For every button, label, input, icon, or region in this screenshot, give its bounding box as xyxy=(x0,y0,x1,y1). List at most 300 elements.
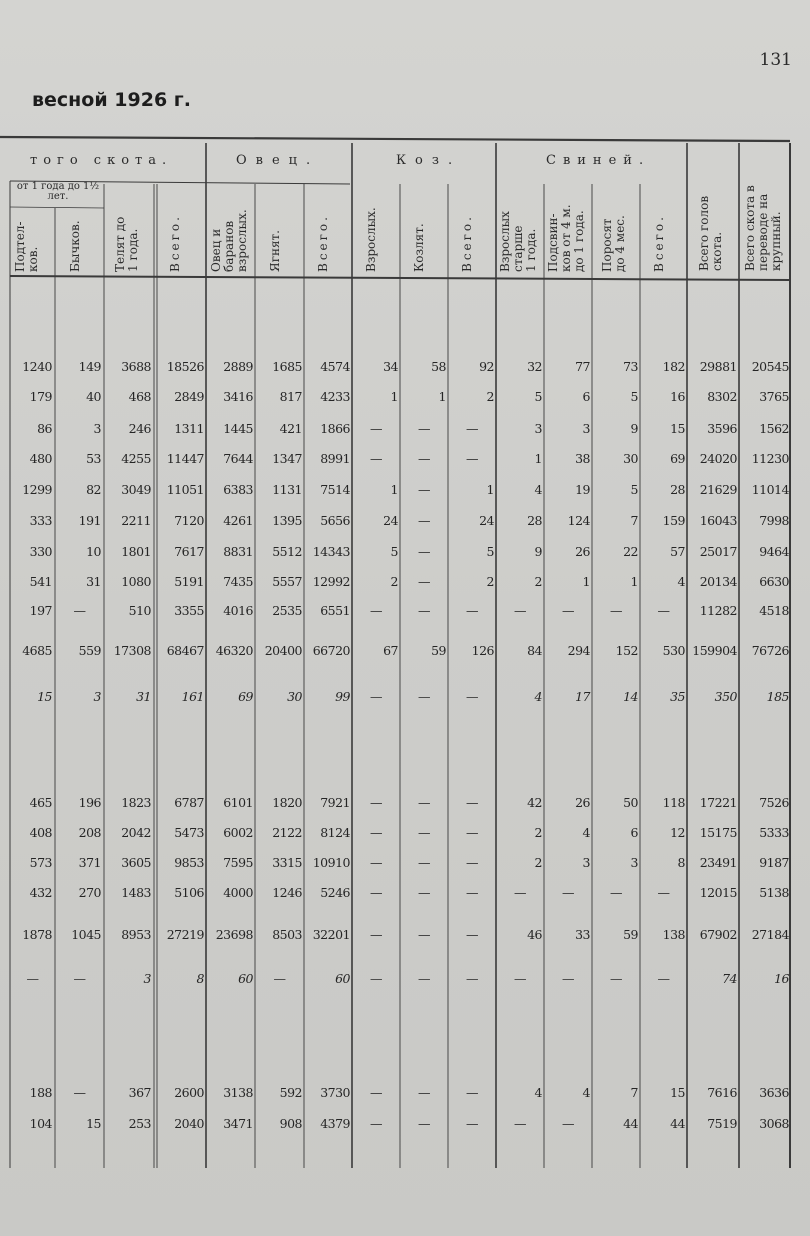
table-cell-telyata: 510 xyxy=(128,603,151,618)
table-cell-pigs_young: 33 xyxy=(575,927,590,942)
table-cell-pigs_young: 26 xyxy=(575,795,590,810)
table-cell-cattle_total: 5106 xyxy=(174,885,204,900)
table-cell-pigs_adult: 4 xyxy=(534,482,542,497)
table-cell-goats_total: 24 xyxy=(479,513,494,528)
column-header-podtelki: Подтел- ков. xyxy=(12,221,40,272)
table-cell-sheep_total: 8124 xyxy=(320,825,350,840)
table-cell-cattle_total: 2849 xyxy=(174,389,204,404)
table-cell-sheep_adult: 69 xyxy=(238,689,253,704)
table-cell-pigs_total: 159 xyxy=(662,513,685,528)
table-cell-sheep_total: 7514 xyxy=(320,482,350,497)
table-cell-lambs: 8503 xyxy=(272,927,302,942)
table-cell-converted: 4518 xyxy=(759,603,789,618)
table-cell-bychki: 371 xyxy=(78,855,101,870)
table-cell-kids: — xyxy=(418,603,430,618)
header-group-pigs: Свиней. xyxy=(546,153,651,168)
column-header-sheep_adult: Овец и баранов взрослых. xyxy=(208,209,249,272)
table-cell-piglets: 50 xyxy=(623,795,638,810)
table-cell-pigs_young: 26 xyxy=(575,544,590,559)
table-cell-kids: — xyxy=(418,927,430,942)
table-cell-kids: — xyxy=(418,544,430,559)
table-cell-lambs: 1820 xyxy=(272,795,302,810)
table-cell-pigs_total: 44 xyxy=(670,1116,685,1131)
table-cell-goats_adult: — xyxy=(370,451,382,466)
table-cell-telyata: 253 xyxy=(128,1116,151,1131)
table-cell-cattle_total: 2040 xyxy=(174,1116,204,1131)
header-group-sheep: Овец. xyxy=(236,153,320,168)
table-cell-sheep_adult: 3416 xyxy=(223,389,253,404)
table-cell-piglets: 6 xyxy=(630,825,638,840)
table-cell-telyata: 1483 xyxy=(121,885,151,900)
table-cell-goats_adult: 24 xyxy=(383,513,398,528)
table-cell-piglets: 30 xyxy=(623,451,638,466)
table-cell-goats_adult: — xyxy=(370,1116,382,1131)
table-cell-total_head: 25017 xyxy=(699,544,737,559)
table-cell-podtelki: — xyxy=(26,971,39,986)
table-cell-total_head: 74 xyxy=(722,971,737,986)
table-cell-bychki: — xyxy=(73,603,86,618)
table-cell-goats_total: 92 xyxy=(479,359,494,374)
table-cell-lambs: 5512 xyxy=(272,544,302,559)
table-cell-goats_adult: — xyxy=(370,971,382,986)
table-cell-kids: — xyxy=(418,795,430,810)
column-header-bychki: Бычков. xyxy=(67,220,82,272)
table-cell-bychki: 3 xyxy=(93,689,101,704)
table-cell-converted: 20545 xyxy=(751,359,789,374)
table-cell-pigs_young: 77 xyxy=(575,359,590,374)
table-cell-pigs_adult: 9 xyxy=(534,544,542,559)
column-header-telyata: Телят до 1 года. xyxy=(113,216,140,272)
table-cell-sheep_total: 66720 xyxy=(312,643,350,658)
table-cell-total_head: 7616 xyxy=(707,1085,737,1100)
table-cell-podtelki: 104 xyxy=(29,1116,52,1131)
table-cell-podtelki: 197 xyxy=(29,603,52,618)
table-cell-goats_total: — xyxy=(466,603,478,618)
table-cell-goats_adult: 5 xyxy=(390,544,398,559)
table-cell-pigs_total: 16 xyxy=(670,389,685,404)
table-cell-piglets: 22 xyxy=(623,544,638,559)
table-cell-goats_total: 1 xyxy=(486,482,494,497)
table-cell-pigs_adult: — xyxy=(514,1116,526,1131)
table-cell-piglets: 9 xyxy=(630,421,638,436)
table-cell-sheep_adult: 46320 xyxy=(215,643,253,658)
table-cell-converted: 11230 xyxy=(751,451,789,466)
table-cell-converted: 3068 xyxy=(759,1116,789,1131)
table-cell-total_head: 67902 xyxy=(699,927,737,942)
column-header-sheep_total: Всего. xyxy=(316,214,330,272)
table-cell-sheep_total: 14343 xyxy=(312,544,350,559)
table-cell-telyata: 2042 xyxy=(121,825,151,840)
table-cell-bychki: 191 xyxy=(78,513,101,528)
column-header-lambs: Ягнят. xyxy=(267,230,282,272)
table-cell-podtelki: 15 xyxy=(37,689,52,704)
table-cell-goats_adult: — xyxy=(370,603,382,618)
table-cell-total_head: 21629 xyxy=(699,482,737,497)
table-cell-pigs_young: 294 xyxy=(567,643,590,658)
table-cell-cattle_total: 5473 xyxy=(174,825,204,840)
table-cell-sheep_adult: 4016 xyxy=(223,603,253,618)
header-group-cattle: того скота. xyxy=(30,153,173,168)
table-cell-goats_total: — xyxy=(466,971,478,986)
table-cell-goats_total: 126 xyxy=(471,643,494,658)
table-cell-sheep_adult: 60 xyxy=(238,971,253,986)
table-cell-piglets: — xyxy=(610,885,622,900)
table-cell-sheep_adult: 3138 xyxy=(223,1085,253,1100)
table-cell-pigs_young: 6 xyxy=(582,389,590,404)
table-cell-kids: 1 xyxy=(438,389,446,404)
table-cell-sheep_total: 10910 xyxy=(312,855,350,870)
table-cell-pigs_total: 69 xyxy=(670,451,685,466)
column-header-pigs_adult: Взрослых старше 1 года. xyxy=(498,211,538,272)
table-cell-goats_adult: — xyxy=(370,855,382,870)
table-cell-converted: 7998 xyxy=(759,513,789,528)
table-cell-kids: — xyxy=(418,451,430,466)
table-cell-piglets: 1 xyxy=(630,574,638,589)
table-cell-telyata: 246 xyxy=(128,421,151,436)
table-cell-sheep_total: 3730 xyxy=(320,1085,350,1100)
header-sub-year: от 1 года до 1½ лет. xyxy=(16,181,100,202)
header-total-head: Всего голов скота. xyxy=(697,195,724,271)
table-cell-pigs_adult: 28 xyxy=(527,513,542,528)
table-cell-pigs_young: — xyxy=(562,603,574,618)
table-cell-kids: — xyxy=(418,971,430,986)
table-cell-cattle_total: 11447 xyxy=(166,451,204,466)
table-cell-goats_total: — xyxy=(466,451,478,466)
table-cell-pigs_young: — xyxy=(562,885,574,900)
table-cell-podtelki: 4685 xyxy=(22,643,52,658)
table-cell-pigs_adult: 1 xyxy=(534,451,542,466)
table-cell-piglets: 5 xyxy=(630,389,638,404)
table-cell-bychki: 82 xyxy=(86,482,101,497)
table-cell-cattle_total: 68467 xyxy=(166,643,204,658)
table-cell-podtelki: 333 xyxy=(29,513,52,528)
table-cell-bychki: 1045 xyxy=(71,927,101,942)
table-cell-telyata: 1801 xyxy=(121,544,151,559)
table-cell-podtelki: 541 xyxy=(29,574,52,589)
table-cell-pigs_adult: 3 xyxy=(534,421,542,436)
table-cell-lambs: 1685 xyxy=(272,359,302,374)
table-cell-goats_total: — xyxy=(466,1116,478,1131)
table-cell-lambs: — xyxy=(273,971,286,986)
column-header-pigs_total: Всего. xyxy=(651,214,666,272)
table-cell-sheep_adult: 7435 xyxy=(223,574,253,589)
header-group-goats: Коз. xyxy=(396,153,462,168)
table-cell-bychki: 10 xyxy=(86,544,101,559)
table-cell-podtelki: 480 xyxy=(29,451,52,466)
table-cell-telyata: 1823 xyxy=(121,795,151,810)
table-cell-pigs_young: — xyxy=(562,971,574,986)
table-cell-pigs_young: 1 xyxy=(582,574,590,589)
table-cell-bychki: 196 xyxy=(78,795,101,810)
table-cell-converted: 5333 xyxy=(759,825,789,840)
table-cell-bychki: — xyxy=(73,971,86,986)
table-cell-telyata: 4255 xyxy=(121,451,151,466)
table-cell-pigs_young: 19 xyxy=(575,482,590,497)
table-cell-pigs_total: 530 xyxy=(662,643,685,658)
column-header-goats_total: Всего. xyxy=(460,214,474,272)
table-cell-converted: 16 xyxy=(774,971,789,986)
table-cell-lambs: 2535 xyxy=(272,603,302,618)
table-cell-cattle_total: 11051 xyxy=(166,482,204,497)
table-cell-kids: — xyxy=(418,825,430,840)
table-cell-telyata: 2211 xyxy=(121,513,151,528)
table-cell-podtelki: 179 xyxy=(29,389,52,404)
table-cell-converted: 1562 xyxy=(759,421,789,436)
table-cell-pigs_young: 38 xyxy=(575,451,590,466)
table-cell-bychki: 149 xyxy=(78,359,101,374)
table-cell-total_head: 23491 xyxy=(699,855,737,870)
table-cell-goats_adult: 67 xyxy=(383,643,398,658)
table-cell-goats_total: — xyxy=(466,825,478,840)
table-cell-sheep_adult: 23698 xyxy=(215,927,253,942)
table-cell-goats_adult: — xyxy=(370,795,382,810)
table-cell-total_head: 24020 xyxy=(699,451,737,466)
table-cell-kids: 59 xyxy=(431,643,446,658)
table-cell-total_head: 159904 xyxy=(692,643,737,658)
table-cell-converted: 5138 xyxy=(759,885,789,900)
table-cell-bychki: 3 xyxy=(93,421,101,436)
table-cell-piglets: 7 xyxy=(630,1085,638,1100)
table-cell-sheep_total: 99 xyxy=(335,689,350,704)
table-cell-podtelki: 1299 xyxy=(22,482,52,497)
table-cell-cattle_total: 2600 xyxy=(174,1085,204,1100)
table-cell-pigs_adult: — xyxy=(514,971,526,986)
table-cell-goats_adult: — xyxy=(370,927,382,942)
table-cell-pigs_adult: — xyxy=(514,885,526,900)
table-cell-sheep_total: 6551 xyxy=(320,603,350,618)
table-cell-kids: — xyxy=(418,855,430,870)
table-cell-sheep_total: 8991 xyxy=(320,451,350,466)
table-cell-pigs_total: 28 xyxy=(670,482,685,497)
table-cell-bychki: 208 xyxy=(78,825,101,840)
table-cell-sheep_total: 5246 xyxy=(320,885,350,900)
table-cell-telyata: 17308 xyxy=(113,643,151,658)
table-cell-total_head: 16043 xyxy=(699,513,737,528)
table-cell-lambs: 1347 xyxy=(272,451,302,466)
table-cell-telyata: 3049 xyxy=(121,482,151,497)
table-cell-converted: 7526 xyxy=(759,795,789,810)
table-cell-pigs_adult: 84 xyxy=(527,643,542,658)
grid-line xyxy=(0,137,790,141)
table-cell-sheep_total: 7921 xyxy=(320,795,350,810)
table-cell-pigs_young: 124 xyxy=(567,513,590,528)
table-cell-pigs_adult: 2 xyxy=(534,855,542,870)
table-cell-sheep_adult: 6002 xyxy=(223,825,253,840)
table-cell-pigs_young: 4 xyxy=(582,1085,590,1100)
table-cell-telyata: 3 xyxy=(143,971,151,986)
table-cell-piglets: 3 xyxy=(630,855,638,870)
table-cell-telyata: 468 xyxy=(128,389,151,404)
table-cell-telyata: 1080 xyxy=(121,574,151,589)
table-cell-goats_total: — xyxy=(466,1085,478,1100)
table-cell-bychki: 31 xyxy=(86,574,101,589)
table-cell-pigs_adult: 42 xyxy=(527,795,542,810)
table-cell-pigs_total: 138 xyxy=(662,927,685,942)
table-cell-sheep_adult: 1445 xyxy=(223,421,253,436)
table-cell-kids: — xyxy=(418,1085,430,1100)
table-cell-lambs: 1395 xyxy=(272,513,302,528)
table-cell-total_head: 12015 xyxy=(699,885,737,900)
column-header-kids: Козлят. xyxy=(412,223,426,272)
table-cell-converted: 27184 xyxy=(751,927,789,942)
table-cell-lambs: 20400 xyxy=(264,643,302,658)
table-cell-pigs_total: 118 xyxy=(662,795,685,810)
table-cell-total_head: 350 xyxy=(714,689,737,704)
table-cell-goats_total: — xyxy=(466,421,478,436)
table-cell-sheep_adult: 7595 xyxy=(223,855,253,870)
table-cell-sheep_adult: 7644 xyxy=(223,451,253,466)
table-cell-goats_adult: — xyxy=(370,689,382,704)
table-cell-cattle_total: 1311 xyxy=(174,421,204,436)
table-cell-podtelki: 573 xyxy=(29,855,52,870)
column-header-goats_adult: Взрослых. xyxy=(364,207,378,272)
column-header-cattle_total: Всего. xyxy=(168,214,182,272)
table-cell-goats_adult: 2 xyxy=(390,574,398,589)
table-cell-kids: — xyxy=(418,885,430,900)
table-cell-sheep_adult: 2889 xyxy=(223,359,253,374)
table-cell-pigs_total: 15 xyxy=(670,421,685,436)
table-cell-kids: — xyxy=(418,421,430,436)
table-cell-pigs_total: 4 xyxy=(677,574,685,589)
table-cell-goats_total: 2 xyxy=(486,389,494,404)
table-cell-sheep_adult: 8831 xyxy=(223,544,253,559)
table-cell-podtelki: 408 xyxy=(29,825,52,840)
table-cell-pigs_total: 35 xyxy=(670,689,685,704)
table-cell-pigs_adult: 2 xyxy=(534,574,542,589)
table-cell-total_head: 15175 xyxy=(699,825,737,840)
table-cell-pigs_total: — xyxy=(657,971,670,986)
table-cell-pigs_adult: 2 xyxy=(534,825,542,840)
table-cell-kids: — xyxy=(418,482,430,497)
table-cell-bychki: 40 xyxy=(86,389,101,404)
table-cell-goats_total: 5 xyxy=(486,544,494,559)
table-cell-lambs: 1246 xyxy=(272,885,302,900)
table-cell-total_head: 7519 xyxy=(707,1116,737,1131)
table-cell-piglets: 152 xyxy=(615,643,638,658)
table-cell-sheep_total: 4233 xyxy=(320,389,350,404)
page-heading: весной 1926 г. xyxy=(32,89,191,111)
table-cell-pigs_young: — xyxy=(562,1116,574,1131)
table-cell-cattle_total: 3355 xyxy=(174,603,204,618)
table-cell-goats_adult: — xyxy=(370,885,382,900)
table-cell-pigs_total: 15 xyxy=(670,1085,685,1100)
table-cell-pigs_total: 57 xyxy=(670,544,685,559)
table-cell-goats_total: — xyxy=(466,885,478,900)
table-cell-sheep_total: 5656 xyxy=(320,513,350,528)
table-cell-sheep_adult: 6383 xyxy=(223,482,253,497)
table-cell-goats_adult: 1 xyxy=(390,482,398,497)
table-cell-piglets: 5 xyxy=(630,482,638,497)
table-cell-pigs_adult: 4 xyxy=(534,1085,542,1100)
table-cell-piglets: 14 xyxy=(623,689,638,704)
table-cell-goats_total: — xyxy=(466,795,478,810)
table-cell-sheep_total: 4379 xyxy=(320,1116,350,1131)
table-cell-goats_adult: 34 xyxy=(383,359,398,374)
table-cell-sheep_total: 1866 xyxy=(320,421,350,436)
table-cell-piglets: 59 xyxy=(623,927,638,942)
table-cell-telyata: 31 xyxy=(136,689,151,704)
table-cell-bychki: 559 xyxy=(78,643,101,658)
table-cell-converted: 6630 xyxy=(759,574,789,589)
table-cell-podtelki: 465 xyxy=(29,795,52,810)
table-cell-goats_total: — xyxy=(466,927,478,942)
table-cell-lambs: 3315 xyxy=(272,855,302,870)
table-cell-bychki: 53 xyxy=(86,451,101,466)
table-cell-converted: 76726 xyxy=(751,643,789,658)
table-cell-cattle_total: 8 xyxy=(196,971,204,986)
table-cell-goats_adult: — xyxy=(370,421,382,436)
table-cell-lambs: 5557 xyxy=(272,574,302,589)
table-cell-total_head: 29881 xyxy=(699,359,737,374)
table-cell-goats_adult: — xyxy=(370,825,382,840)
column-header-piglets: Поросят до 4 мес. xyxy=(600,215,627,272)
table-cell-converted: 3765 xyxy=(759,389,789,404)
table-cell-kids: — xyxy=(418,574,430,589)
table-cell-sheep_adult: 4000 xyxy=(223,885,253,900)
table-cell-piglets: — xyxy=(610,971,622,986)
table-cell-cattle_total: 161 xyxy=(181,689,204,704)
table-cell-sheep_total: 12992 xyxy=(312,574,350,589)
table-cell-podtelki: 432 xyxy=(29,885,52,900)
table-cell-podtelki: 1878 xyxy=(22,927,52,942)
table-cell-sheep_adult: 3471 xyxy=(223,1116,253,1131)
table-cell-lambs: 1131 xyxy=(272,482,302,497)
table-cell-total_head: 20134 xyxy=(699,574,737,589)
table-cell-lambs: 817 xyxy=(279,389,302,404)
table-cell-pigs_adult: 5 xyxy=(534,389,542,404)
table-cell-telyata: 3688 xyxy=(121,359,151,374)
table-cell-piglets: — xyxy=(610,603,622,618)
table-cell-sheep_total: 32201 xyxy=(312,927,350,942)
table-cell-converted: 185 xyxy=(766,689,789,704)
table-cell-goats_total: — xyxy=(466,855,478,870)
table-cell-goats_total: — xyxy=(466,689,478,704)
table-cell-sheep_adult: 6101 xyxy=(223,795,253,810)
table-cell-podtelki: 86 xyxy=(37,421,52,436)
table-cell-sheep_total: 4574 xyxy=(320,359,350,374)
table-cell-converted: 11014 xyxy=(751,482,789,497)
table-cell-converted: 3636 xyxy=(759,1085,789,1100)
table-cell-lambs: 421 xyxy=(279,421,302,436)
table-cell-cattle_total: 6787 xyxy=(174,795,204,810)
table-cell-podtelki: 1240 xyxy=(22,359,52,374)
table-cell-bychki: 15 xyxy=(86,1116,101,1131)
table-cell-cattle_total: 7120 xyxy=(174,513,204,528)
table-cell-pigs_adult: 4 xyxy=(534,689,542,704)
table-cell-converted: 9187 xyxy=(759,855,789,870)
table-cell-cattle_total: 7617 xyxy=(174,544,204,559)
table-cell-pigs_total: 182 xyxy=(662,359,685,374)
table-cell-converted: 9464 xyxy=(759,544,789,559)
table-cell-kids: 58 xyxy=(431,359,446,374)
table-cell-goats_adult: 1 xyxy=(390,389,398,404)
table-cell-bychki: 270 xyxy=(78,885,101,900)
table-cell-goats_adult: — xyxy=(370,1085,382,1100)
table-cell-pigs_adult: 46 xyxy=(527,927,542,942)
table-cell-total_head: 8302 xyxy=(707,389,737,404)
table-cell-podtelki: 188 xyxy=(29,1085,52,1100)
table-cell-pigs_adult: — xyxy=(514,603,526,618)
table-cell-telyata: 8953 xyxy=(121,927,151,942)
table-cell-cattle_total: 18526 xyxy=(166,359,204,374)
table-cell-lambs: 592 xyxy=(279,1085,302,1100)
table-cell-pigs_adult: 32 xyxy=(527,359,542,374)
table-cell-pigs_young: 17 xyxy=(575,689,590,704)
table-cell-sheep_adult: 4261 xyxy=(223,513,253,528)
table-cell-pigs_total: 12 xyxy=(670,825,685,840)
table-cell-cattle_total: 27219 xyxy=(166,927,204,942)
table-cell-kids: — xyxy=(418,689,430,704)
